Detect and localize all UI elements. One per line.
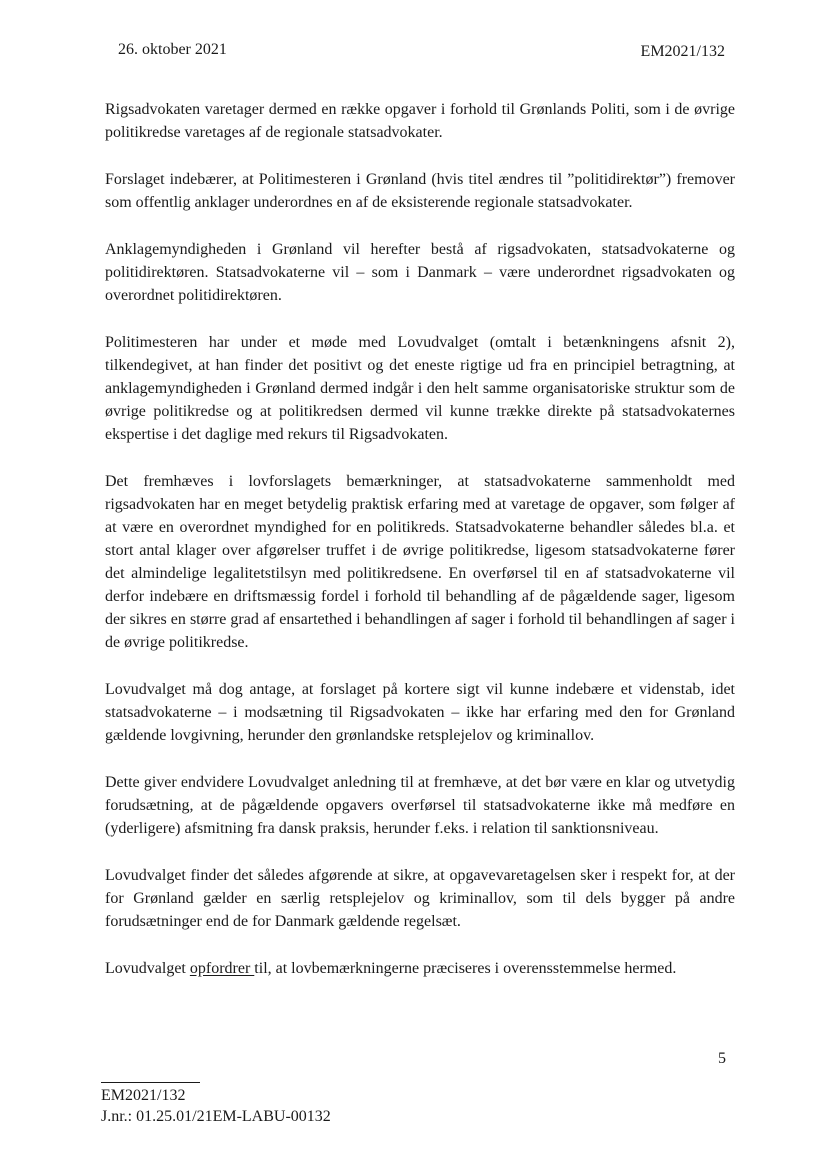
header-document-id: EM2021/132 [640,43,725,60]
footer-divider [101,1082,200,1083]
header-date: 26. oktober 2021 [118,41,227,58]
paragraph-6: Lovudvalget må dog antage, at forslaget på kortere sigt vil kunne indebære et videnstab, idet statsadvokaterne – i modsætning til Rigsadvokaten – ikke har erfaring med den for Grønland gældende lovgivning, herunder den grønlandske retsplejelov og kriminallov. [105,681,735,744]
paragraph-2: Forslaget indebærer, at Politimesteren i Grønland (hvis titel ændres til ”politidirektør”) fremover som offentlig anklager underordnes en af de eksisterende regionale statsadvokater. [105,171,735,211]
paragraph-7: Dette giver endvidere Lovudvalget anledning til at fremhæve, at det bør være en klar og utvetydig forudsætning, at de pågældende opgavers overførsel til statsadvokaterne ikke må medføre en (yderligere) afsmitning fra dansk praksis, herunder f.eks. i relation til sanktionsniveau. [105,774,735,837]
paragraph-4: Politimesteren har under et møde med Lovudvalget (omtalt i betænkningens afsnit 2), tilkendegivet, at han finder det positivt og det eneste rigtige ud fra en principiel betragtning, at anklagemyndigheden i Grønland dermed indgår i den helt samme organisatoriske struktur som de øvrige politikredse og at politikredsen dermed vil kunne trække direkte på statsadvokaternes ekspertise i det daglige med rekurs til Rigsadvokaten. [105,334,735,443]
paragraph-9-start: Lovudvalget [105,960,190,977]
paragraph-9 [105,957,735,980]
paragraph-3: Anklagemyndigheden i Grønland vil herefter bestå af rigsadvokaten, statsadvokaterne og politidirektøren. Statsadvokaterne vil – som i Danmark – være underordnet rigsadvokaten og overordnet politidirektøren. [105,241,735,304]
underlined-word: opfordrer [189,960,255,977]
footer [101,1085,331,1127]
footer-journal-number: J.nr.: 01.25.01/21EM-LABU-00132 [101,1108,331,1125]
page-number: 5 [718,1050,726,1067]
paragraph-5: Det fremhæves i lovforslagets bemærkninger, at statsadvokaterne sammenholdt med rigsadvokaten har en meget betydelig praktisk erfaring med at varetage de opgaver, som følger af at være en overordnet myndighed for en politikreds. Statsadvokaterne behandler således bl.a. et stort antal klager over afgørelser truffet i de øvrige politikredse, ligesom statsadvokaterne fører det almindelige legalitetstilsyn med politikredsene. En overførsel til en af statsadvokaterne vil derfor indebære en driftsmæssig fordel i forhold til behandling af de pågældende sager, ligesom der sikres en større grad af ensartethed i behandlingen af sager i forhold til behandlingen af sager i de øvrige politikredse. [105,473,735,651]
paragraph-9-end: til, at lovbemærkningerne præciseres i overensstemmelse hermed. [254,960,677,977]
paragraph-1: Rigsadvokaten varetager dermed en række opgaver i forhold til Grønlands Politi, som i de øvrige politikredse varetages af de regionale statsadvokater. [105,101,735,141]
document-body [105,98,735,1004]
footer-document-id: EM2021/132 [101,1087,186,1104]
paragraph-8: Lovudvalget finder det således afgørende at sikre, at opgavevaretagelsen sker i respekt for, at der for Grønland gælder en særlig retsplejelov og kriminallov, som til dels bygger på andre forudsætninger end de for Danmark gældende regelsæt. [105,867,735,930]
